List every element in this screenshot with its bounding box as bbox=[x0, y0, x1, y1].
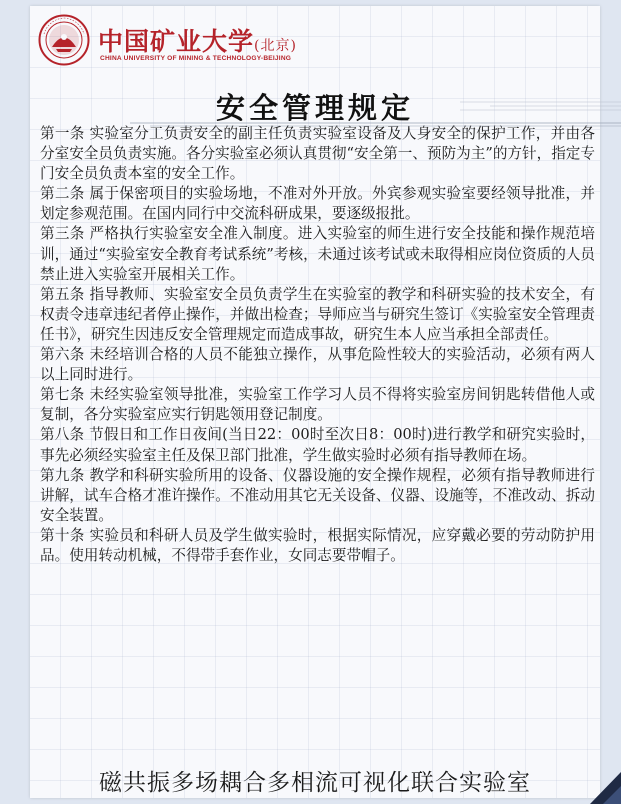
page-corner-decoration-icon bbox=[590, 772, 621, 804]
article-9: 第九条 教学和科研实验所用的设备、仪器设施的安全操作规程，必须有指导教师进行讲解，试车合格才准许操作。不准动用其它无关设备、仪器、设施等，不准改动、拆动安全装置。 bbox=[40, 466, 595, 524]
article-6: 第六条 未经培训合格的人员不能独立操作，从事危险性较大的实验活动，必须有两人以上同时进行。 bbox=[40, 346, 595, 384]
article-10: 第十条 实验员和科研人员及学生做实验时，根据实际情况，应穿戴必要的劳动防护用品。使用转动机械，不得带手套作业，女同志要带帽子。 bbox=[40, 526, 595, 564]
page-title: 安全管理规定 bbox=[215, 91, 414, 125]
university-name-en: CHINA UNIVERSITY OF MINING & TECHNOLOGY-BEIJING bbox=[100, 55, 292, 62]
article-2: 第二条 属于保密项目的实验场地，不准对外开放。外宾参观实验室要经领导批准，并划定参观范围。在国内同行中交流科研成果，要逐级报批。 bbox=[40, 185, 595, 223]
article-8: 第八条 节假日和工作日夜间(当日22：00时至次日8：00时)进行教学和研究实验时，事先必须经实验室主任及保卫部门批准，学生做实验时必须有指导教师在场。 bbox=[40, 426, 595, 464]
article-7: 第七条 未经实验室领导批准，实验室工作学习人员不得将实验室房间钥匙转借他人或复制，各分实验室应实行钥匙领用登记制度。 bbox=[40, 386, 595, 424]
lab-name-footer: 磁共振多场耦合多相流可视化联合实验室 bbox=[99, 770, 531, 796]
article-5: 第五条 指导教师、实验室安全员负责学生在实验室的教学和科研实验的技术安全，有权责令违章违纪者停止操作，并做出检查；导师应当与研究生签订《实验室安全管理责任书》，研究生因违反安全管理规定而造成事故，研究生本人应当承担全部责任。 bbox=[40, 285, 595, 343]
article-1: 第一条 实验室分工负责安全的副主任负责实验室设备及人身安全的保护工作，并由各分室安全员负责实施。各分实验室必须认真贯彻“安全第一、预防为主”的方针，指定专门安全员负责本室的安全工作。 bbox=[40, 125, 595, 183]
university-header bbox=[38, 14, 398, 74]
document-page bbox=[30, 6, 600, 798]
university-name-cn: 中国矿业大学(北京) bbox=[98, 27, 297, 56]
regulations-body bbox=[40, 124, 595, 566]
university-seal-icon bbox=[38, 14, 90, 66]
university-name-suffix: (北京) bbox=[254, 38, 297, 54]
article-3: 第三条 严格执行实验室安全准入制度。进入实验室的师生进行安全技能和操作规范培训，通过“实验室安全教育考试系统”考核，未通过该考试或未取得相应岗位资质的人员禁止进入实验室开展相关工作。 bbox=[40, 225, 595, 283]
